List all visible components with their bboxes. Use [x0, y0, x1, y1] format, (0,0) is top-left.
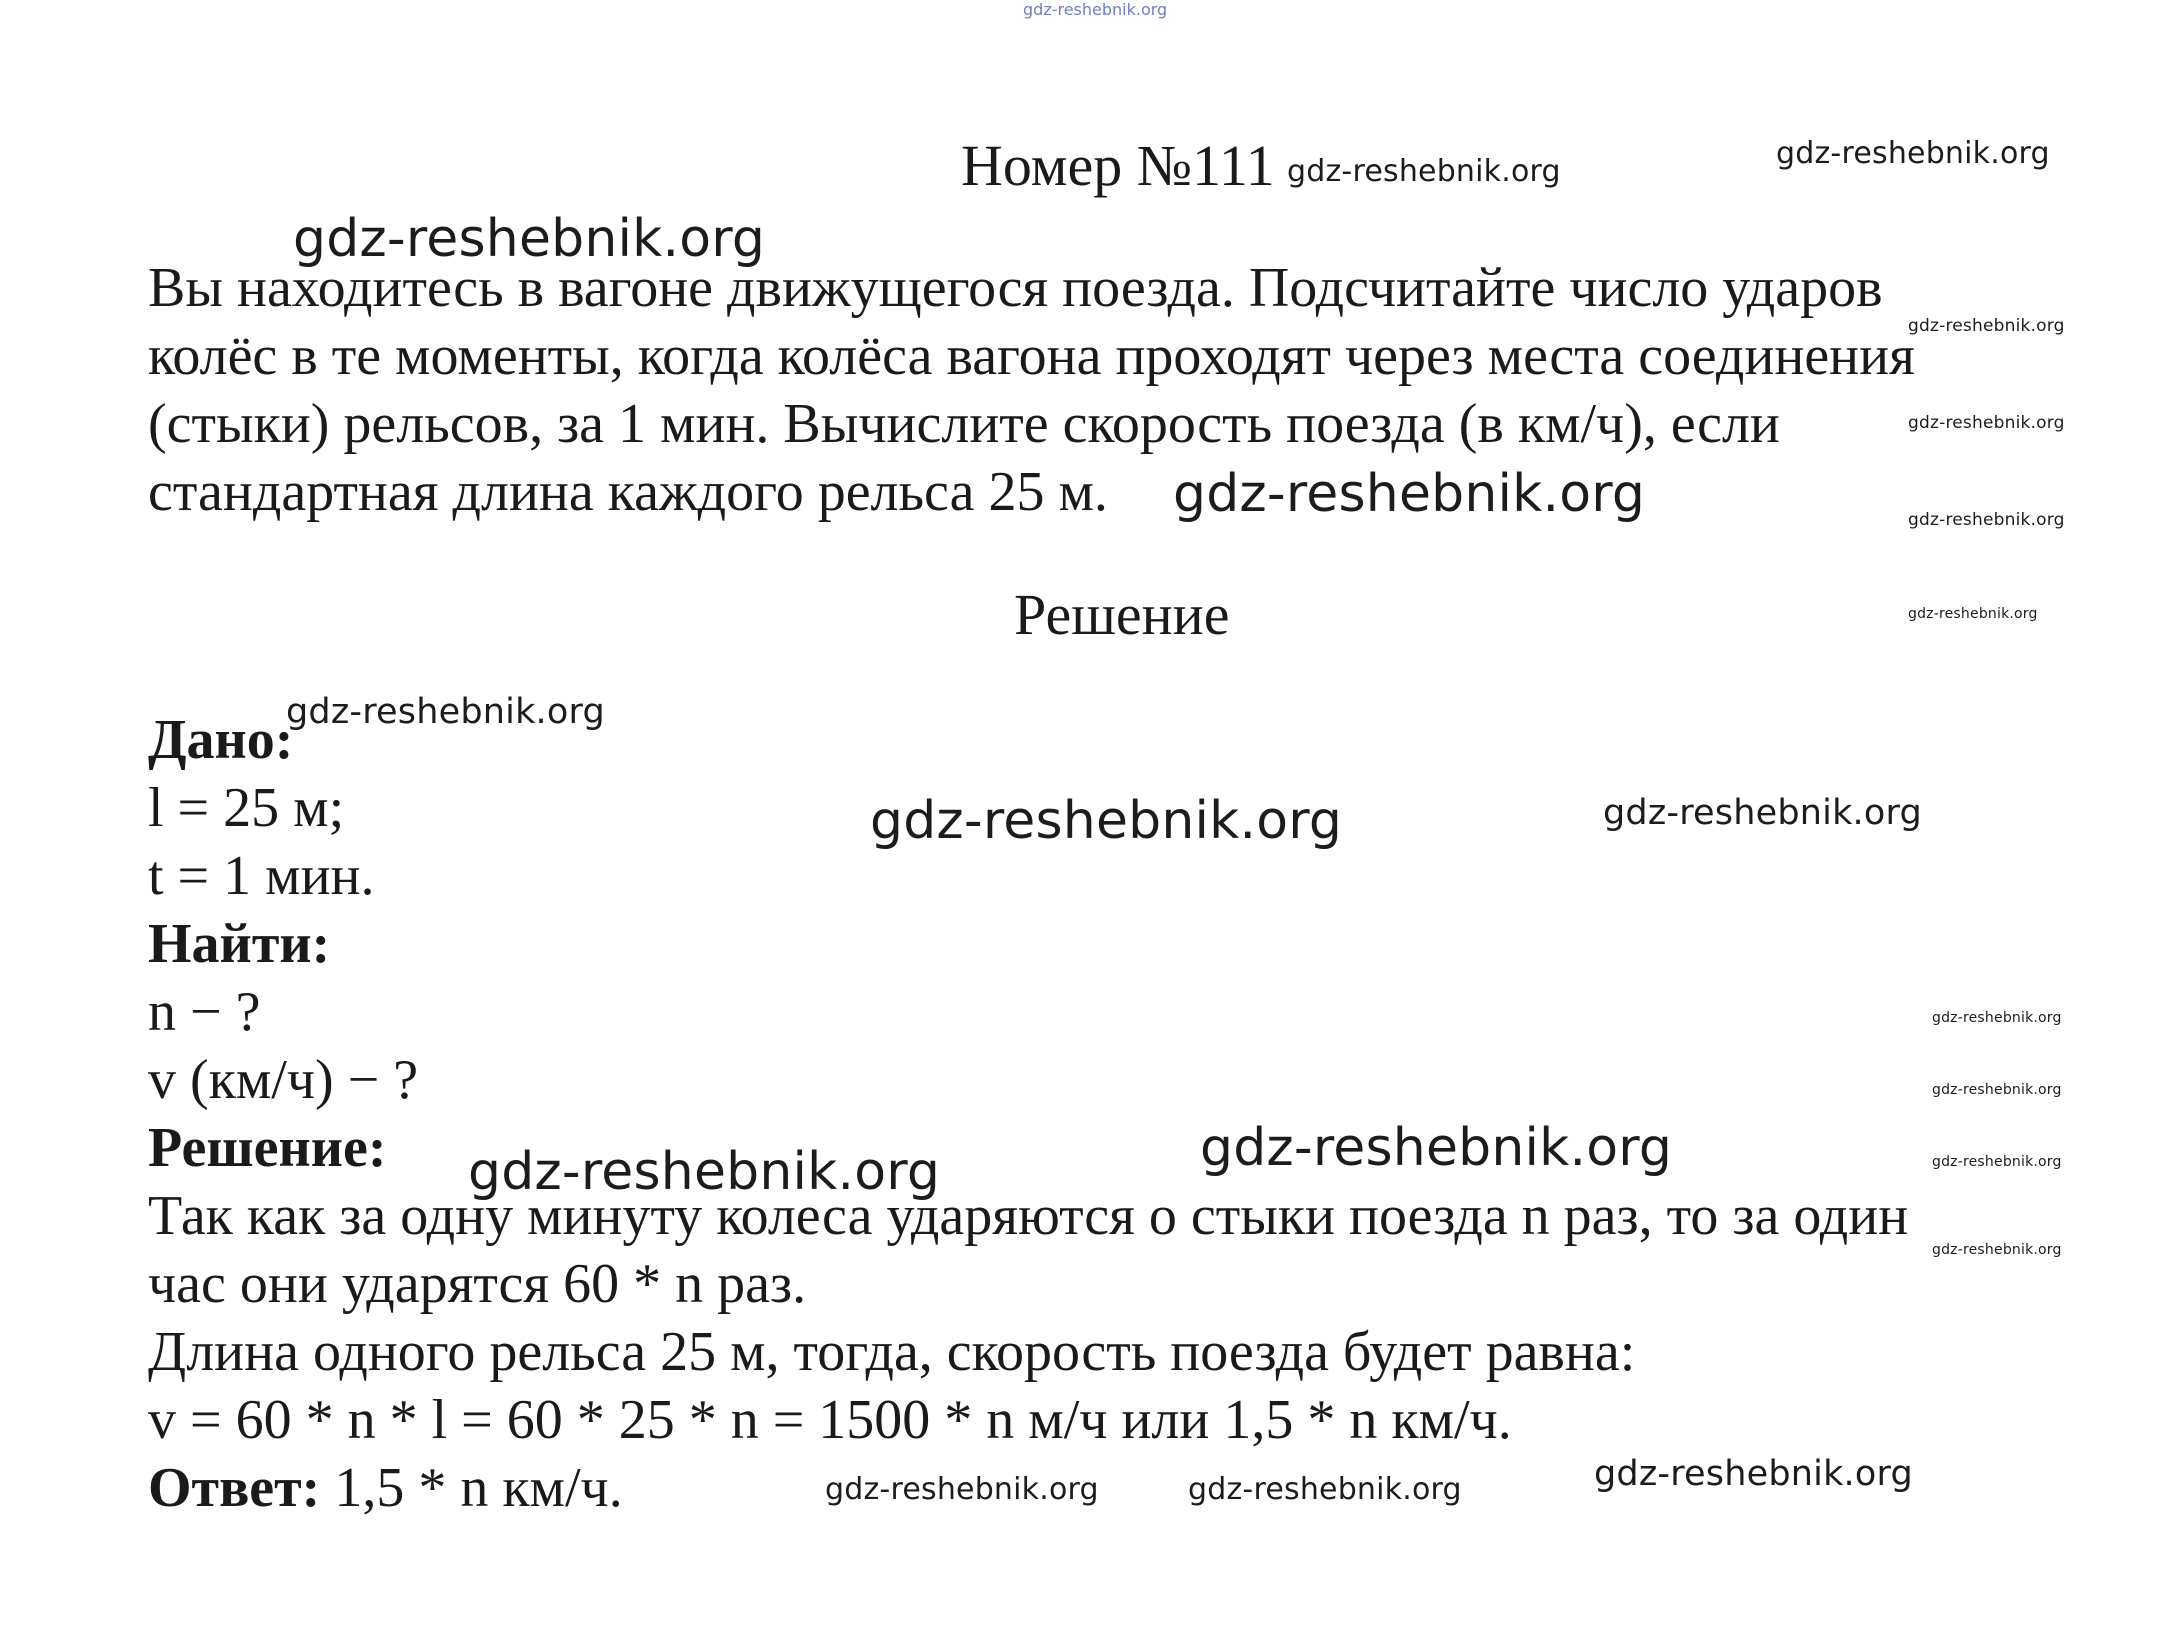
watermark: gdz-reshebnik.org [1287, 154, 1561, 189]
find-n: n − ? [148, 981, 261, 1043]
watermark: gdz-reshebnik.org [468, 1142, 941, 1202]
top-watermark: gdz-reshebnik.org [1023, 0, 1168, 19]
find-label: Найти: [148, 913, 331, 975]
problem-statement [148, 254, 1915, 526]
solution-label: Решение: [148, 1117, 387, 1179]
watermark: gdz-reshebnik.org [1908, 413, 2065, 433]
watermark: gdz-reshebnik.org [1200, 1118, 1673, 1178]
watermark: gdz-reshebnik.org [1908, 316, 2065, 336]
watermark: gdz-reshebnik.org [1594, 1454, 1913, 1494]
problem-line: стандартная длина каждого рельса 25 м. [148, 461, 1108, 523]
watermark: gdz-reshebnik.org [1173, 464, 1646, 524]
given-time: t = 1 мин. [148, 845, 375, 907]
solution-text: Длина одного рельса 25 м, тогда, скорость поезда будет равна: [148, 1321, 1636, 1383]
solution-text: Так как за одну минуту колеса ударяются о стыки поезда n раз, то за один [148, 1185, 1909, 1247]
watermark: gdz-reshebnik.org [1776, 136, 2050, 171]
problem-line: колёс в те моменты, когда колёса вагона проходят через места соединения [148, 325, 1915, 387]
problem-line: (стыки) рельсов, за 1 мин. Вычислите скорость поезда (в км/ч), если [148, 393, 1780, 455]
answer-value: 1,5 * n км/ч. [320, 1457, 623, 1519]
watermark: gdz-reshebnik.org [293, 209, 766, 269]
given-length: l = 25 м; [148, 777, 345, 839]
solution-heading: Решение [1014, 582, 1230, 647]
watermark: gdz-reshebnik.org [870, 791, 1343, 851]
find-v: v (км/ч) − ? [148, 1049, 419, 1111]
answer-label: Ответ: [148, 1457, 321, 1519]
given-label: Дано: [148, 709, 294, 771]
watermark: gdz-reshebnik.org [1908, 510, 2065, 530]
watermark: gdz-reshebnik.org [1932, 1082, 2062, 1098]
solution-text: час они ударятся 60 * n раз. [148, 1253, 807, 1315]
watermark: gdz-reshebnik.org [1603, 793, 1922, 833]
answer [148, 1456, 623, 1520]
watermark: gdz-reshebnik.org [825, 1472, 1099, 1507]
watermark: gdz-reshebnik.org [286, 692, 605, 732]
watermark: gdz-reshebnik.org [1188, 1472, 1462, 1507]
watermark: gdz-reshebnik.org [1932, 1010, 2062, 1026]
watermark: gdz-reshebnik.org [1932, 1154, 2062, 1170]
watermark: gdz-reshebnik.org [1932, 1242, 2062, 1258]
solution-formula: v = 60 * n * l = 60 * 25 * n = 1500 * n м/ч или 1,5 * n км/ч. [148, 1389, 1512, 1451]
watermark: gdz-reshebnik.org [1908, 606, 2038, 622]
page-title: Номер №111 [961, 133, 1275, 198]
problem-line: Вы находитесь в вагоне движущегося поезда. Подсчитайте число ударов [148, 257, 1883, 319]
